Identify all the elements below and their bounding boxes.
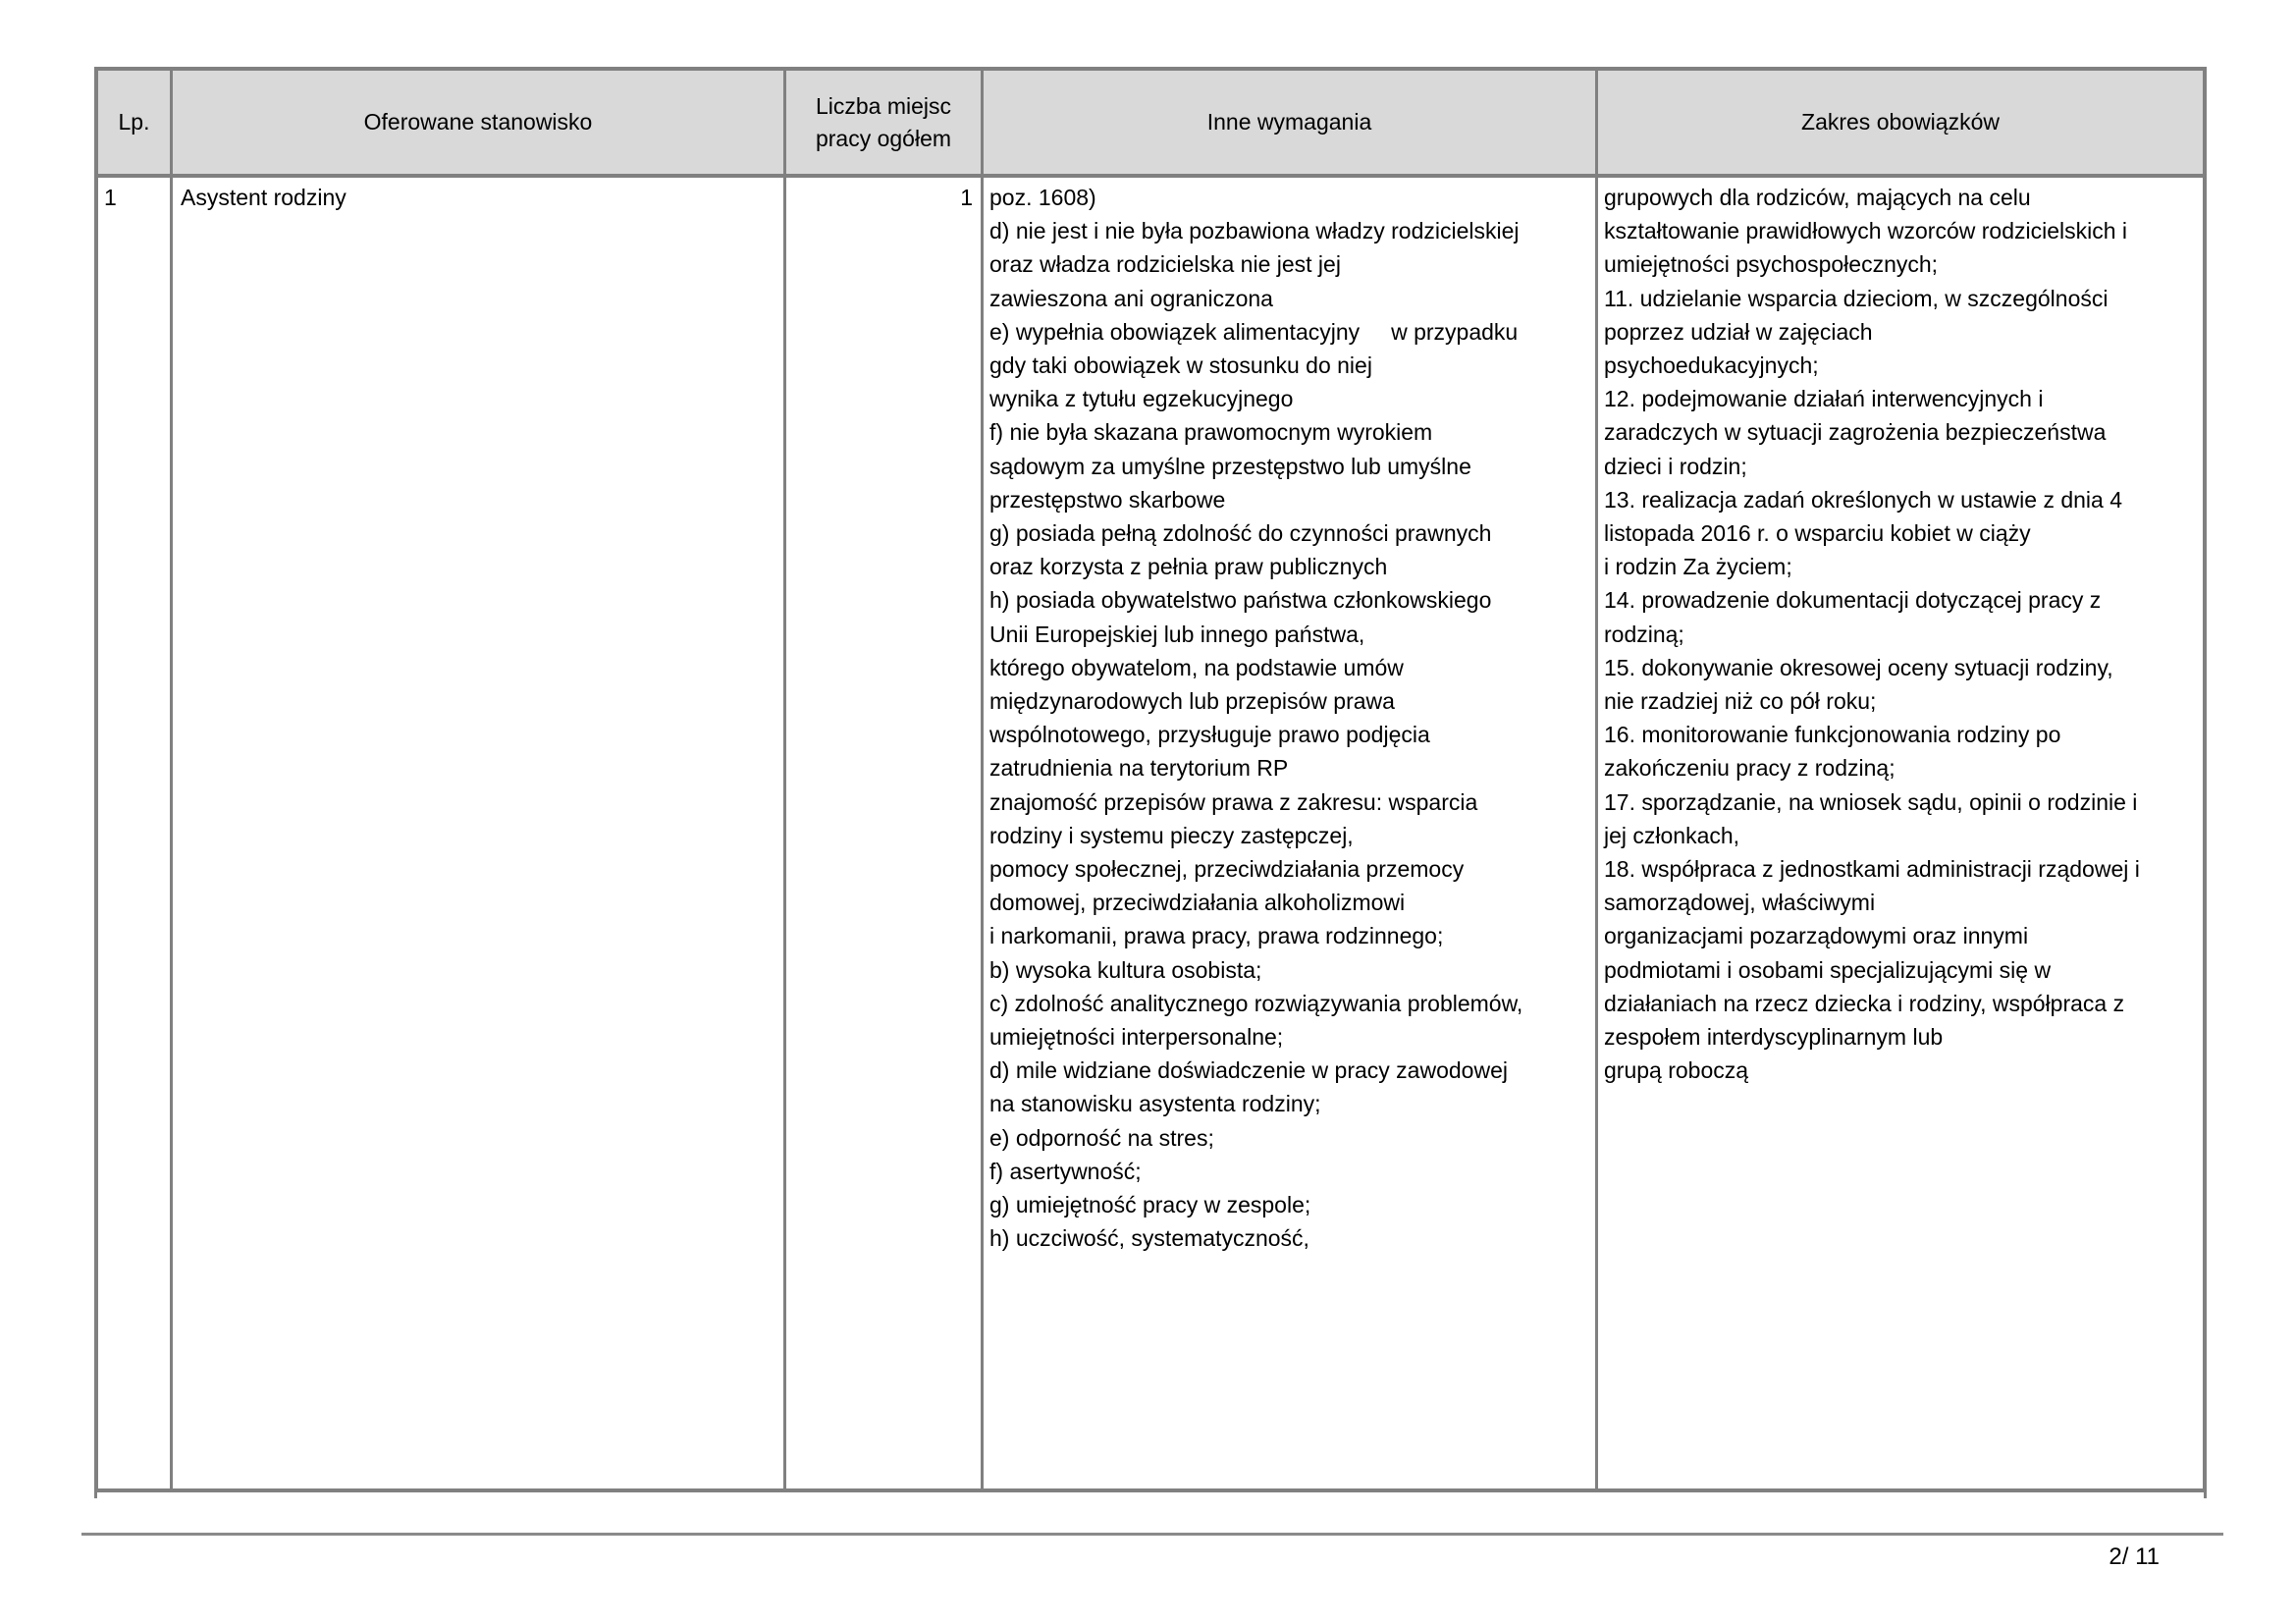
text-line: którego obywatelom, na podstawie umów bbox=[989, 654, 1404, 680]
text-line: e) wypełnia obowiązek alimentacyjny w przypadku bbox=[989, 318, 1519, 345]
text-line: zespołem interdyscyplinarnym lub bbox=[1604, 1024, 1944, 1051]
text-line: 18. współpraca z jednostkami administracji rządowej i bbox=[1604, 856, 2140, 883]
header-position bbox=[173, 71, 783, 174]
text-line: oraz korzysta z pełnia praw publicznych bbox=[989, 554, 1388, 580]
text-line: samorządowej, właściwymi bbox=[1604, 890, 1876, 916]
text-line: f) nie była skazana prawomocnym wyrokiem bbox=[989, 419, 1433, 446]
cell-position: Asystent rodziny bbox=[181, 185, 347, 210]
cell-lp: 1 bbox=[104, 185, 117, 210]
header-requirements bbox=[984, 71, 1595, 174]
text-line: e) odporność na stres; bbox=[989, 1124, 1214, 1151]
column-divider bbox=[981, 71, 984, 1488]
text-line: kształtowanie prawidłowych wzorców rodzicielskich i bbox=[1604, 218, 2128, 244]
text-line: międzynarodowych lub przepisów prawa bbox=[989, 688, 1395, 715]
text-line: poprzez udział w zajęciach bbox=[1604, 318, 1873, 345]
text-line: jej członkach, bbox=[1604, 822, 1740, 848]
text-line: umiejętności interpersonalne; bbox=[989, 1024, 1284, 1051]
text-line: 16. monitorowanie funkcjonowania rodziny po bbox=[1604, 722, 2061, 748]
text-line: sądowym za umyślne przestępstwo lub umyślne bbox=[989, 453, 1471, 479]
cell-duties bbox=[1604, 181, 2140, 1087]
text-line: listopada 2016 r. o wsparciu kobiet w ciąży bbox=[1604, 520, 2031, 547]
text-line: zakończeniu pracy z rodziną; bbox=[1604, 755, 1896, 782]
header-places bbox=[786, 71, 981, 174]
text-line: 11. udzielanie wsparcia dzieciom, w szczególności bbox=[1604, 285, 2109, 311]
text-line: grupą roboczą bbox=[1604, 1057, 1749, 1084]
text-line: domowej, przeciwdziałania alkoholizmowi bbox=[989, 890, 1406, 916]
text-line: poz. 1608) bbox=[989, 185, 1096, 210]
header-position-label: Oferowane stanowisko bbox=[363, 109, 593, 135]
header-lp bbox=[98, 71, 170, 174]
text-line: umiejętności psychospołecznych; bbox=[1604, 251, 1939, 278]
text-line: rodziną; bbox=[1604, 621, 1684, 647]
column-divider bbox=[170, 71, 173, 1488]
text-line: dzieci i rodzin; bbox=[1604, 453, 1747, 479]
text-line: f) asertywność; bbox=[989, 1158, 1142, 1184]
header-lp-label: Lp. bbox=[118, 109, 150, 135]
text-line: d) nie jest i nie była pozbawiona władzy rodzicielskiej bbox=[989, 218, 1520, 244]
text-line: gdy taki obowiązek w stosunku do niej bbox=[989, 352, 1372, 379]
text-line: podmiotami i osobami specjalizującymi się w bbox=[1604, 956, 2052, 983]
text-line: wspólnotowego, przysługuje prawo podjęcia bbox=[989, 722, 1430, 748]
text-line: d) mile widziane doświadczenie w pracy zawodowej bbox=[989, 1057, 1508, 1084]
text-line: oraz władza rodzicielska nie jest jej bbox=[989, 251, 1341, 278]
text-line: 14. prowadzenie dokumentacji dotyczącej pracy z bbox=[1604, 587, 2102, 614]
text-line: 17. sporządzanie, na wniosek sądu, opinii o rodzinie i bbox=[1604, 788, 2138, 815]
text-line: zawieszona ani ograniczona bbox=[989, 285, 1273, 311]
job-offer-table bbox=[94, 67, 2207, 1492]
text-line: i narkomanii, prawa pracy, prawa rodzinnego; bbox=[989, 923, 1444, 949]
text-line: zaradczych w sytuacji zagrożenia bezpieczeństwa bbox=[1604, 419, 2107, 446]
header-places-line2: pracy ogółem bbox=[815, 125, 952, 151]
text-line: na stanowisku asystenta rodziny; bbox=[989, 1091, 1321, 1117]
text-line: c) zdolność analitycznego rozwiązywania problemów, bbox=[989, 990, 1523, 1016]
text-line: organizacjami pozarządowymi oraz innymi bbox=[1604, 923, 2029, 949]
header-duties-label: Zakres obowiązków bbox=[1801, 109, 2000, 135]
cell-requirements bbox=[989, 181, 1522, 1256]
text-line: g) umiejętność pracy w zespole; bbox=[989, 1192, 1311, 1218]
column-divider bbox=[1595, 71, 1598, 1488]
text-line: rodziny i systemu pieczy zastępczej, bbox=[989, 822, 1354, 848]
text-line: działaniach na rzecz dziecka i rodziny, współpraca z bbox=[1604, 990, 2125, 1016]
text-line: pomocy społecznej, przeciwdziałania przemocy bbox=[989, 856, 1465, 883]
text-line: psychoedukacyjnych; bbox=[1604, 352, 1819, 379]
table-edge-tick bbox=[2204, 1488, 2207, 1498]
text-line: znajomość przepisów prawa z zakresu: wsparcia bbox=[989, 788, 1478, 815]
column-divider bbox=[783, 71, 786, 1488]
header-requirements-label: Inne wymagania bbox=[1206, 109, 1372, 135]
text-line: wynika z tytułu egzekucyjnego bbox=[989, 386, 1294, 412]
text-line: i rodzin Za życiem; bbox=[1604, 554, 1792, 580]
cell-places: 1 bbox=[960, 185, 973, 210]
header-duties bbox=[1598, 71, 2203, 174]
text-line: 13. realizacja zadań określonych w ustawie z dnia 4 bbox=[1604, 486, 2123, 513]
text-line: h) uczciwość, systematyczność, bbox=[989, 1225, 1309, 1252]
text-line: nie rzadziej niż co pół roku; bbox=[1604, 688, 1877, 715]
footer-rule bbox=[81, 1533, 2223, 1536]
text-line: 12. podejmowanie działań interwencyjnych i bbox=[1604, 386, 2044, 412]
text-line: przestępstwo skarbowe bbox=[989, 486, 1226, 513]
text-line: b) wysoka kultura osobista; bbox=[989, 956, 1262, 983]
text-line: Unii Europejskiej lub innego państwa, bbox=[989, 621, 1365, 647]
table-edge-tick bbox=[94, 1488, 97, 1498]
header-places-line1: Liczba miejsc bbox=[815, 92, 952, 119]
text-line: grupowych dla rodziców, mających na celu bbox=[1604, 185, 2031, 210]
text-line: 15. dokonywanie okresowej oceny sytuacji rodziny, bbox=[1604, 654, 2113, 680]
text-line: zatrudnienia na terytorium RP bbox=[989, 755, 1289, 782]
text-line: g) posiada pełną zdolność do czynności prawnych bbox=[989, 520, 1492, 547]
page-number: 2/ 11 bbox=[2109, 1543, 2160, 1570]
text-line: h) posiada obywatelstwo państwa członkowskiego bbox=[989, 587, 1492, 614]
